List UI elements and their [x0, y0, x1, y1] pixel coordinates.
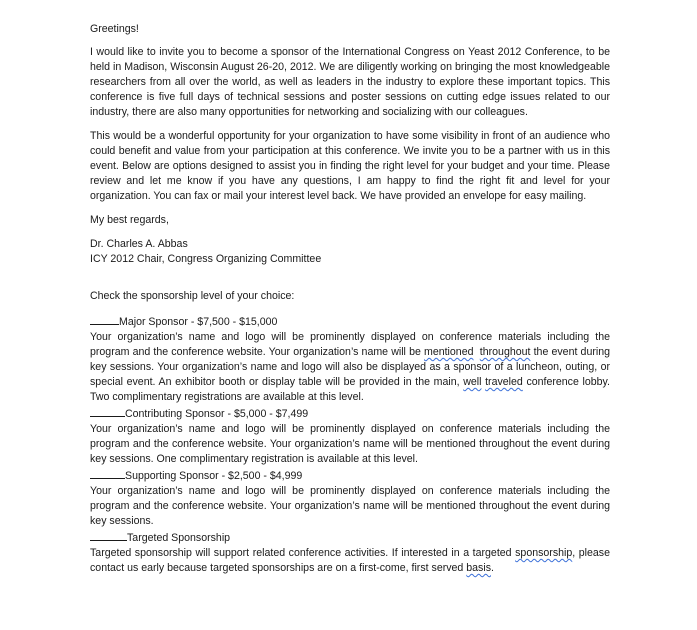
contributing-checkbox-blank[interactable] — [90, 405, 125, 417]
major-sponsor-title: Major Sponsor - $7,500 - $15,000 — [119, 316, 278, 328]
targeted-sponsorship-description: Targeted sponsorship will support related conference activities. If interested in a targeted sponsorship, please contact us early because targeted sponsorships are on a first-come, first served basis. — [90, 547, 610, 574]
contributing-sponsor-title: Contributing Sponsor - $5,000 - $7,499 — [125, 408, 309, 420]
contributing-sponsor-description: Your organization’s name and logo will be prominently displayed on conference materials including the program and the conference website. Your organization’s name will be mentioned throughout the event during key sessions. One complimentary registration is available at this level. — [90, 423, 610, 465]
signer-name: Dr. Charles A. Abbas — [90, 238, 188, 250]
targeted-checkbox-blank[interactable] — [90, 529, 127, 541]
sponsor-level-targeted — [90, 529, 610, 576]
spellcheck-sponsorship: sponsorship — [515, 547, 573, 559]
targeted-sponsorship-title: Targeted Sponsorship — [127, 532, 231, 544]
spellcheck-basis: basis — [466, 562, 491, 574]
letter-page — [90, 22, 610, 576]
spellcheck-throughout: throughout — [479, 346, 531, 358]
spellcheck-well: well — [463, 376, 482, 388]
sponsorship-instruction: Check the sponsorship level of your choice: — [90, 290, 295, 302]
signer-title: ICY 2012 Chair, Congress Organizing Committee — [90, 253, 322, 265]
sponsor-level-major — [90, 313, 610, 405]
intro-paragraph: I would like to invite you to become a sponsor of the International Congress on Yeast 2012 Conference, to be held in Madison, Wisconsin August 26-20, 2012. We are diligently working on bringing the most knowledgeable researchers from all over the world, as well as leaders in the industry to explore these important topics. This conference is five full days of technical sessions and poster sessions on cutting edge issues related to our industry, there are also many opportunities for networking and socializing with our colleagues. — [90, 46, 610, 118]
major-sponsor-description: Your organization’s name and logo will be prominently displayed on conference materials including the program and the conference website. Your organization’s name will be mentioned throughout the event during key sessions. Your organization’s name and logo will also be displayed as a sponsor of a luncheon, outing, or special event. An exhibitor booth or display table will be provided in the main, well traveled conference lobby. Two complimentary registrations are available at this level. — [90, 331, 611, 403]
supporting-sponsor-title: Supporting Sponsor - $2,500 - $4,999 — [125, 470, 303, 482]
sponsor-level-supporting — [90, 467, 610, 529]
spellcheck-traveled: traveled — [485, 376, 523, 388]
invitation-paragraph: This would be a wonderful opportunity for your organization to have some visibility in front of an audience who could benefit and value from your participation at this conference. We invite you to be a partner with us in this event. Below are options designed to assist you in finding the right level for your budget and your time. Please review and let me know if you have any questions, I am happy to find the right fit and level for your organization. You can fax or mail your interest level back. We have provided an envelope for easy mailing. — [90, 130, 610, 202]
major-checkbox-blank[interactable] — [90, 313, 119, 325]
closing: My best regards, — [90, 214, 169, 226]
spellcheck-mentioned: mentioned — [424, 346, 474, 358]
sponsor-level-contributing — [90, 405, 610, 467]
supporting-sponsor-description: Your organization’s name and logo will be prominently displayed on conference materials including the program and the conference website. Your organization’s name will be mentioned throughout the event during key sessions. — [90, 485, 610, 527]
greeting: Greetings! — [90, 23, 139, 35]
supporting-checkbox-blank[interactable] — [90, 467, 125, 479]
